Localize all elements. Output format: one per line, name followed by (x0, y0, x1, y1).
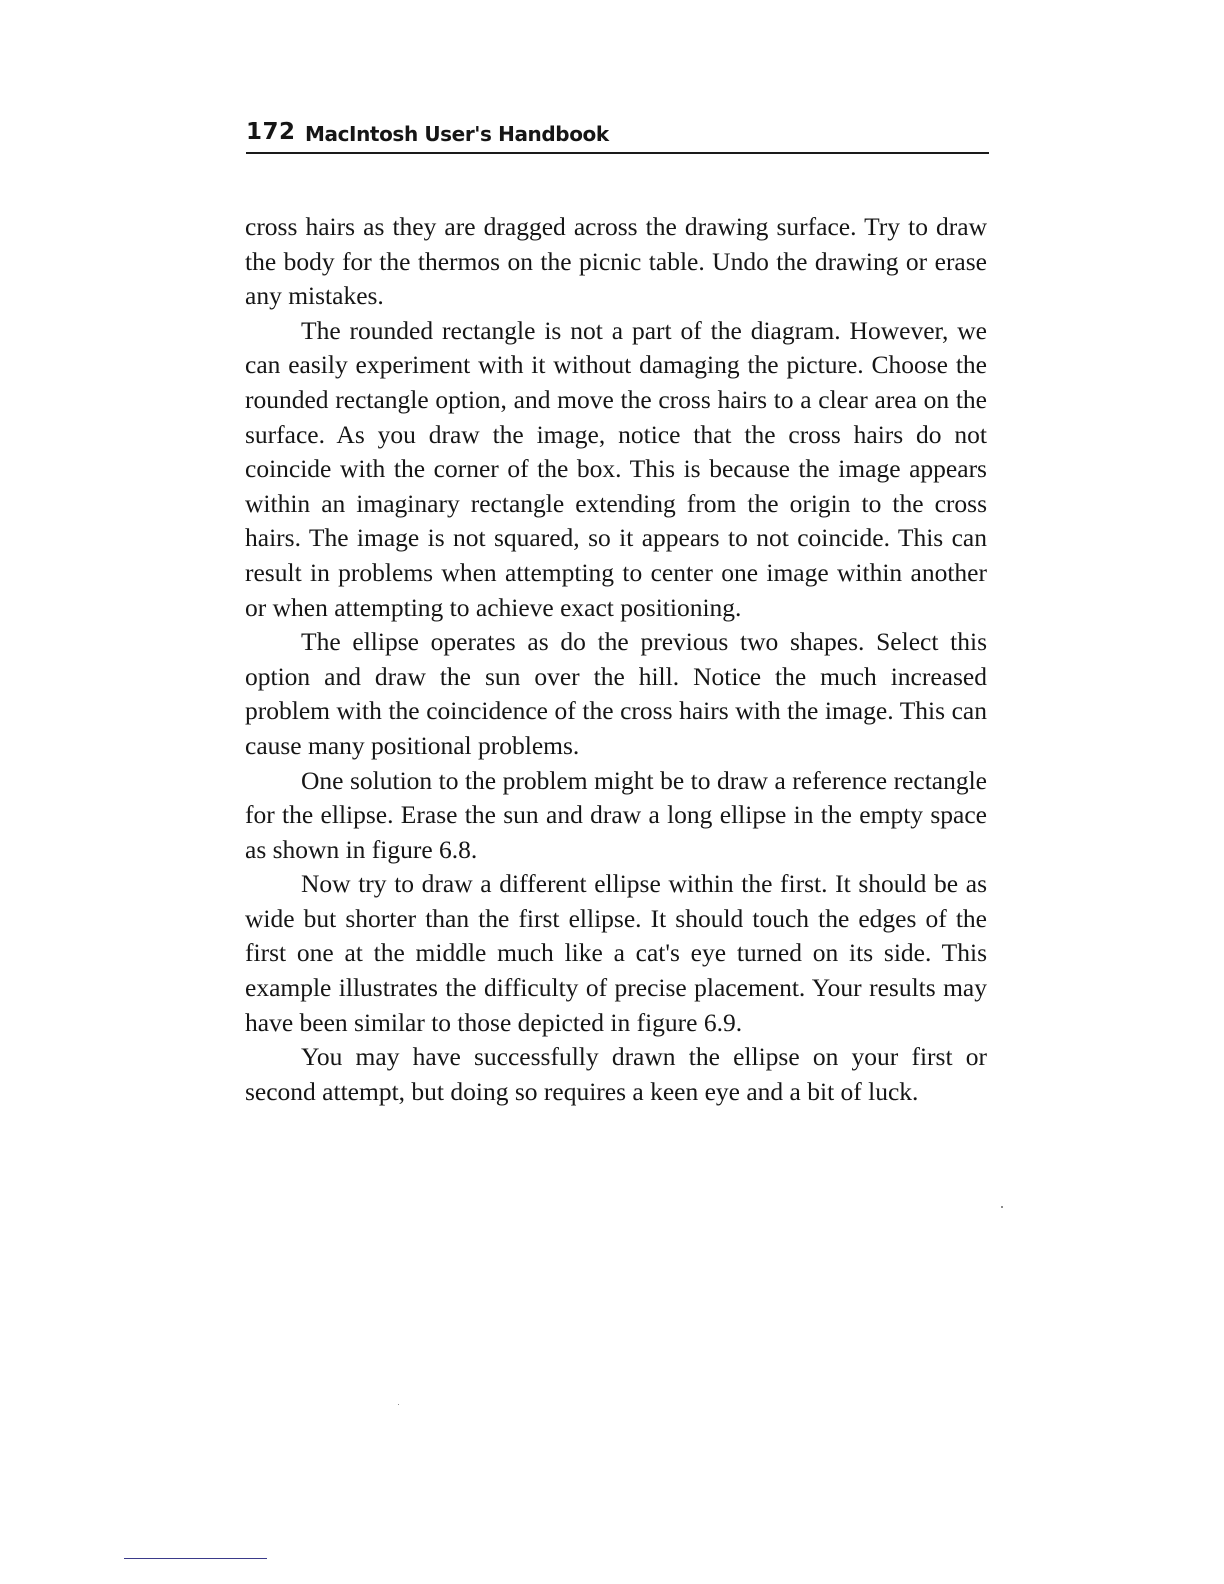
paragraph-5: Now try to draw a different ellipse within the first. It should be as wide but shorter than the first ellipse. It should touch the edges of the first one at the middle much like a cat's eye turned on its side. This example illustrates the difficulty of precise placement. Your results may have been similar to those depicted in figure 6.9. (245, 869, 987, 1037)
body-text (245, 210, 987, 1109)
scan-speck (398, 1404, 399, 1405)
paragraph-3: The ellipse operates as do the previous two shapes. Select this option and draw the sun over the hill. Notice the much increased problem with the coincidence of the cross hairs with the image. This can cause many positional problems. (245, 627, 987, 760)
footer-rule (124, 1558, 267, 1559)
paragraph-4: One solution to the problem might be to draw a reference rectangle for the ellipse. Erase the sun and draw a long ellipse in the empty space as shown in figure 6.8. (245, 765, 987, 864)
paragraph-2: The rounded rectangle is not a part of the diagram. However, we can easily experiment with it without damaging the picture. Choose the rounded rectangle option, and move the cross hairs to a clear area on the surface. As you draw the image, notice that the cross hairs do not coincide with the corner of the box. This is because the image appears within an imaginary rectangle extending from the origin to the cross hairs. The image is not squared, so it appears to not coincide. This can result in problems when attempting to center one image within another or when attempting to achieve exact positioning. (245, 315, 987, 622)
book-title: MacIntosh User's Handbook (305, 122, 609, 146)
scan-speck (1001, 1206, 1003, 1208)
page-number: 172 (246, 119, 296, 145)
paragraph-6: You may have successfully drawn the ellipse on your first or second attempt, but doing so requires a keen eye and a bit of luck. (245, 1042, 987, 1106)
paragraph-1: cross hairs as they are dragged across the drawing surface. Try to draw the body for the thermos on the picnic table. Undo the drawing or erase any mistakes. (245, 212, 987, 311)
running-header (246, 116, 989, 154)
